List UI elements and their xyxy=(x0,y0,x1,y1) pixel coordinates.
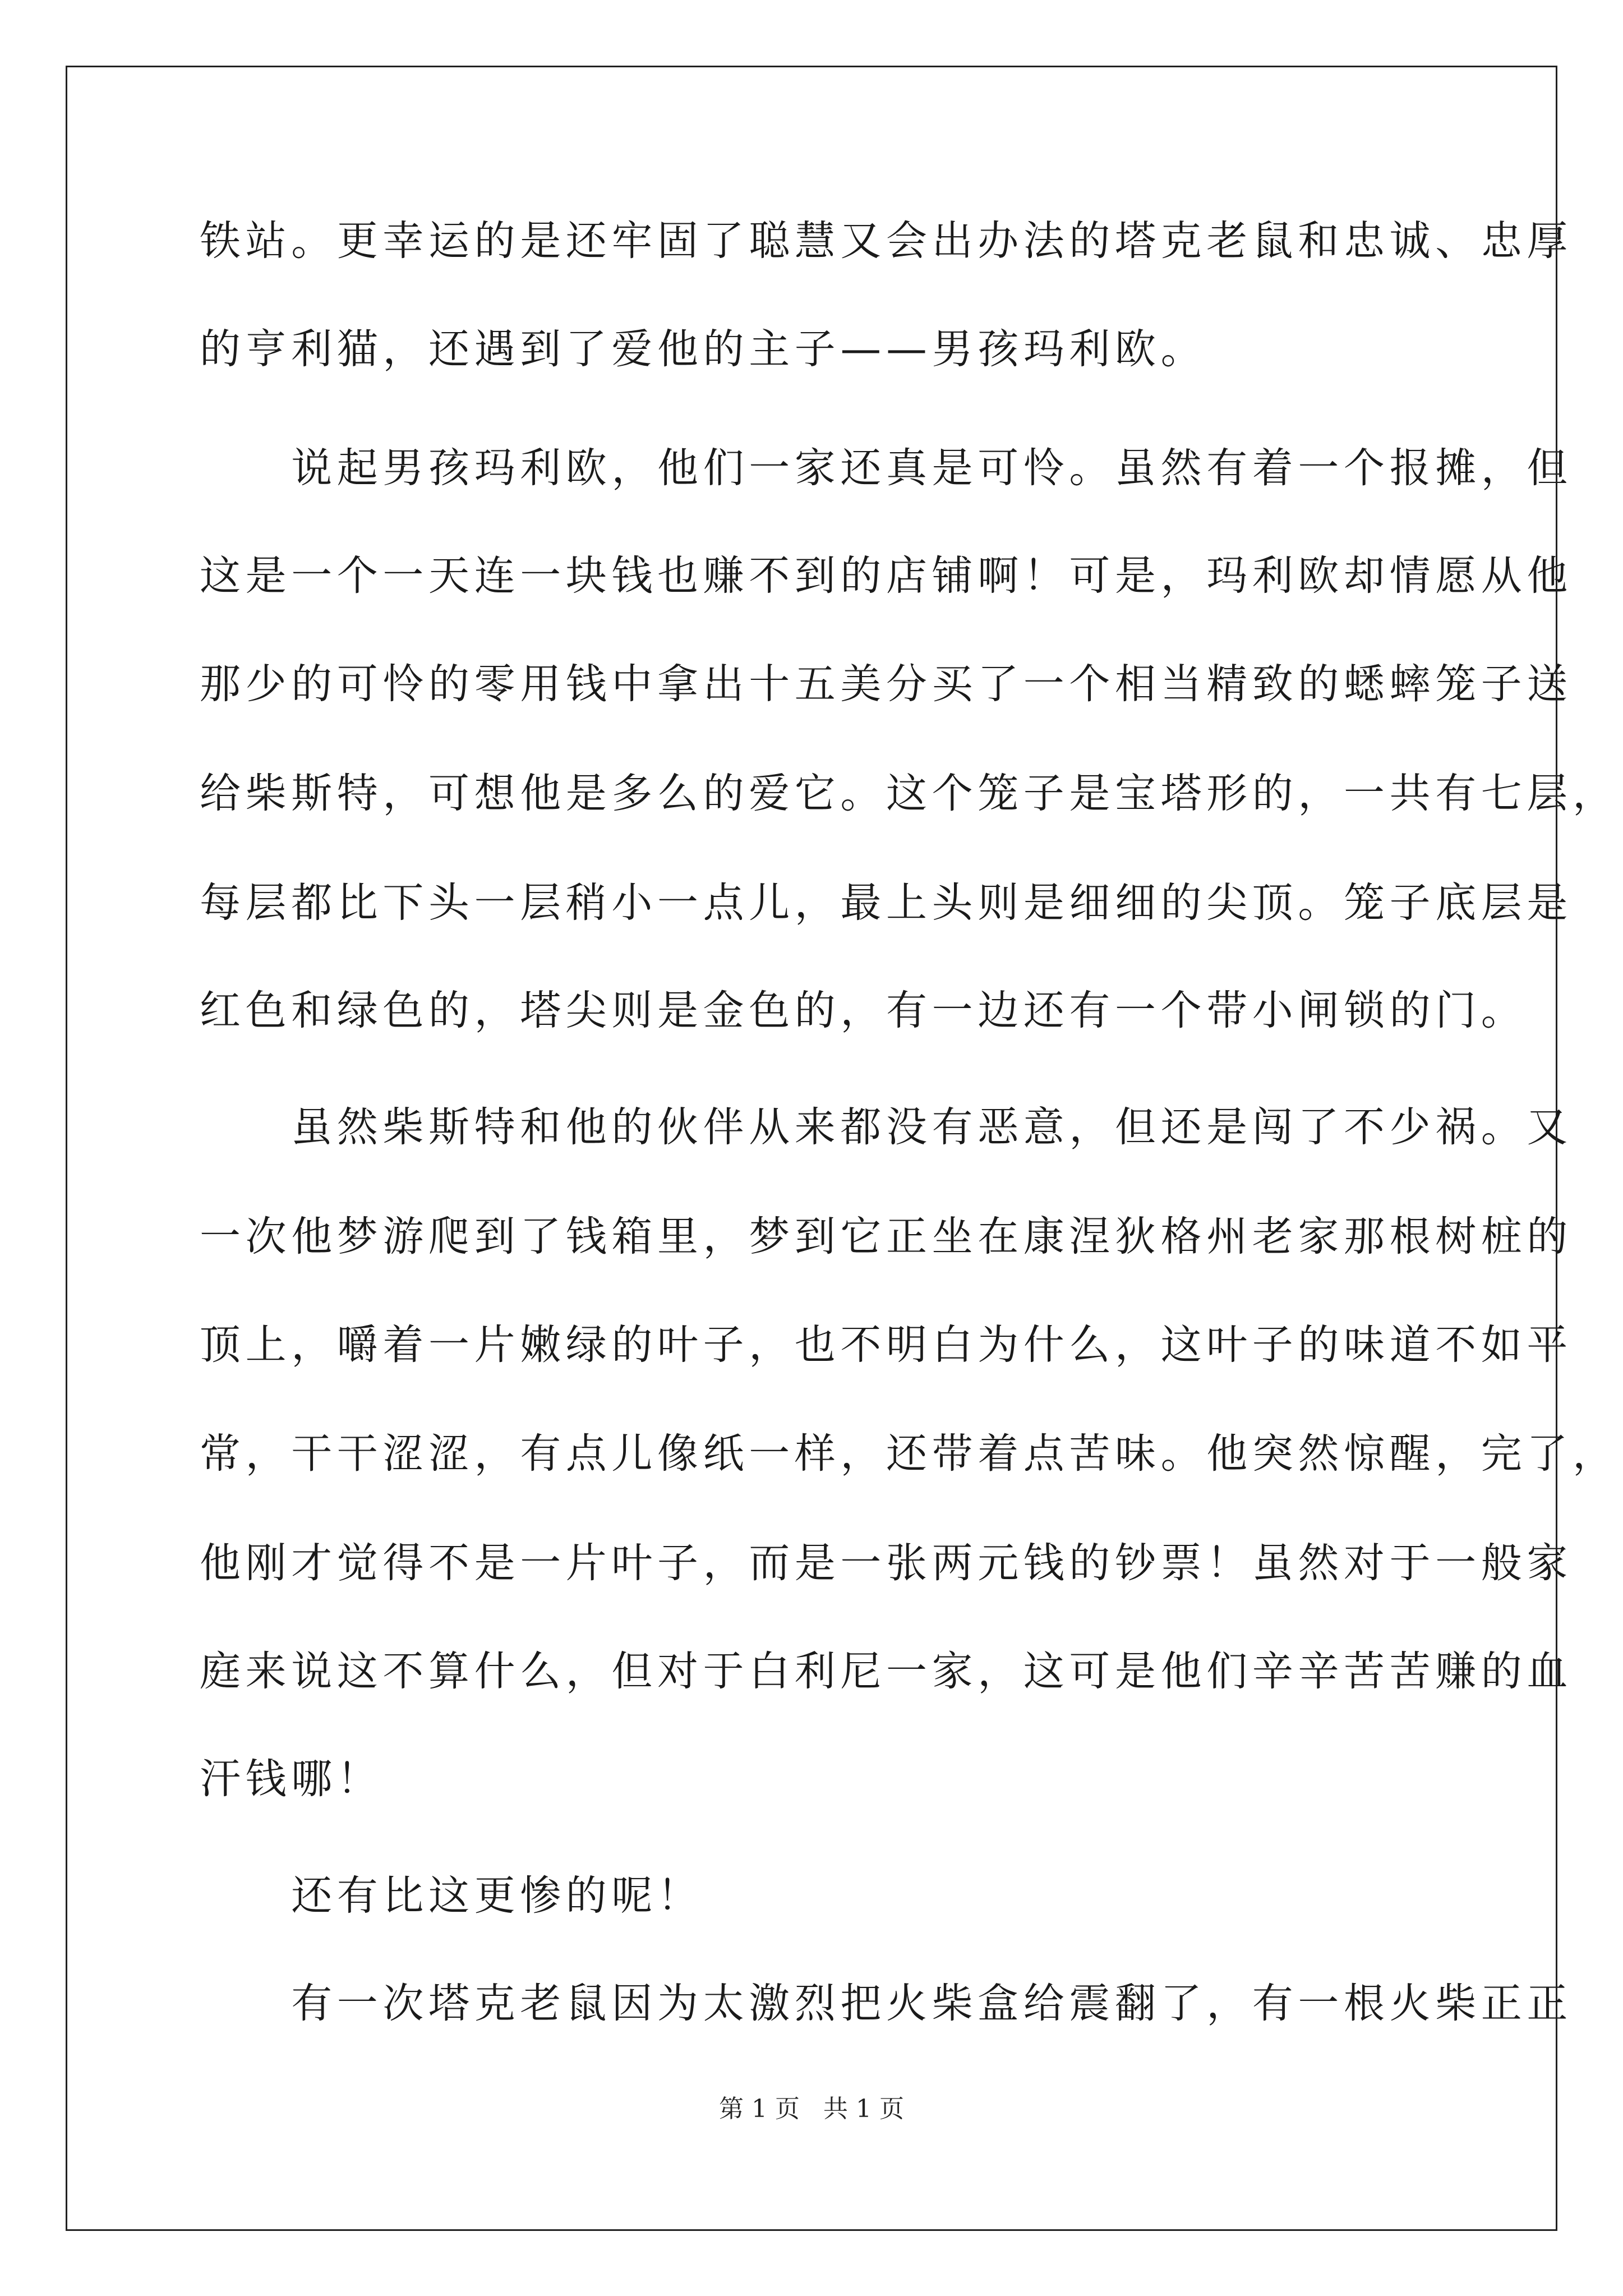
page-total: 共 1 页 xyxy=(823,2095,904,2123)
page-number: 第 1 页 xyxy=(719,2095,800,2123)
text-line: 那少的可怜的零用钱中拿出十五美分买了一个相当精致的蟋蟀笼子送 xyxy=(200,660,1573,708)
page-footer xyxy=(0,2092,1623,2126)
text-line: 这是一个一天连一块钱也赚不到的店铺啊！可是，玛利欧却情愿从他 xyxy=(200,552,1573,600)
text-line: 虽然柴斯特和他的伙伴从来都没有恶意，但还是闯了不少祸。又 xyxy=(200,1103,1573,1151)
text-line: 的亨利猫，还遇到了爱他的主子——男孩玛利欧。 xyxy=(200,325,1207,373)
text-line: 他刚才觉得不是一片叶子，而是一张两元钱的钞票！虽然对于一般家 xyxy=(200,1539,1573,1587)
text-line: 还有比这更惨的呢！ xyxy=(200,1872,703,1920)
text-line: 庭来说这不算什么，但对于白利尼一家，这可是他们辛辛苦苦赚的血 xyxy=(200,1648,1573,1695)
text-line: 一次他梦游爬到了钱箱里，梦到它正坐在康涅狄格州老家那根树桩的 xyxy=(200,1213,1573,1260)
text-line: 汗钱哪！ xyxy=(200,1755,383,1803)
text-line: 说起男孩玛利欧，他们一家还真是可怜。虽然有着一个报摊，但 xyxy=(200,444,1573,492)
text-line: 铁站。更幸运的是还牢固了聪慧又会出办法的塔克老鼠和忠诚、忠厚 xyxy=(200,217,1573,265)
text-line: 有一次塔克老鼠因为太激烈把火柴盒给震翻了，有一根火柴正正 xyxy=(200,1980,1573,2027)
text-line: 常，干干涩涩，有点儿像纸一样，还带着点苦味。他突然惊醒，完了， xyxy=(200,1430,1619,1478)
text-line: 给柴斯特，可想他是多么的爱它。这个笼子是宝塔形的，一共有七层， xyxy=(200,770,1619,817)
text-line: 顶上，嚼着一片嫩绿的叶子，也不明白为什么，这叶子的味道不如平 xyxy=(200,1321,1573,1369)
text-line: 红色和绿色的，塔尖则是金色的，有一边还有一个带小闸锁的门。 xyxy=(200,987,1527,1034)
text-line: 每层都比下头一层稍小一点儿，最上头则是细细的尖顶。笼子底层是 xyxy=(200,879,1573,927)
